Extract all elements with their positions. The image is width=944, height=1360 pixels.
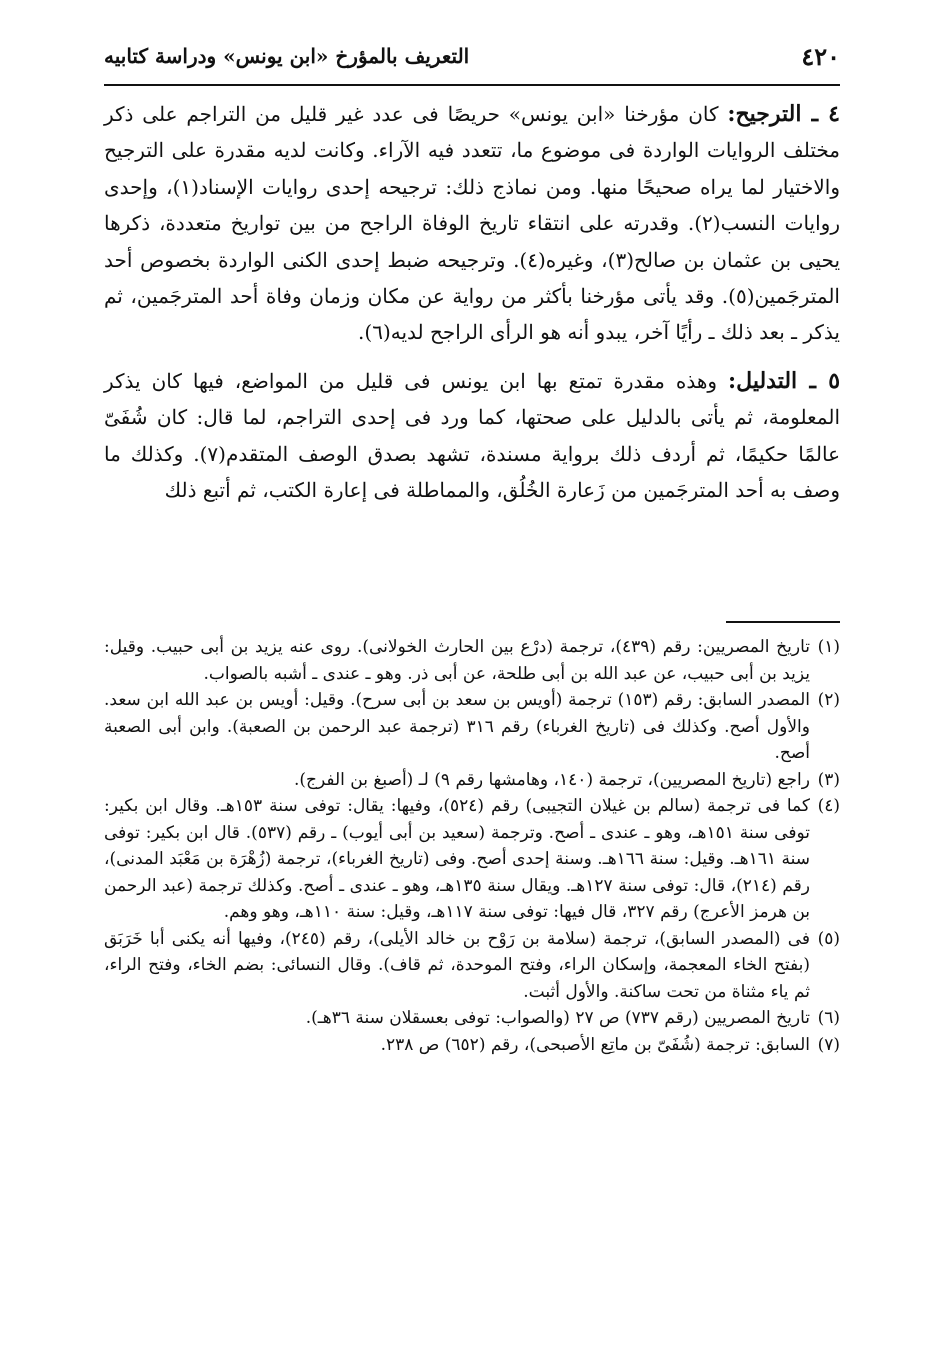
footnote-text: المصدر السابق: رقم (١٥٣) ترجمة (أويس بن سعد بن أبى سرح). وقيل: أويس بن عبد الله ابن سعد. والأول أصح. وكذلك فى (تاريخ الغرباء) رقم ٣١٦ (ترجمة عبد الرحمن بن الصعبة). وابن أبى الصعبة أصح.	[104, 690, 810, 763]
footnote-text: فى (المصدر السابق)، ترجمة (سلامة بن رَوْح بن خالد الأيلى)، رقم (٢٤٥)، وفيها أنه يكنى أبا خَرَبَق (بفتح الخاء المعجمة، وإسكان الراء، وفتح الموحدة، ثم قاف). وقال النسائى: بضم الخاء، وفتح الراء، ثم ياء مثناة من تحت ساكنة. والأول أثبت.	[104, 928, 810, 1002]
paragraph-tarjih	[104, 96, 840, 351]
footnote-text: تاريخ المصريين (رقم ٧٣٧) ص ٢٧ (والصواب: توفى بعسقلان سنة ٣٦هـ).	[305, 1008, 810, 1028]
footnote	[104, 926, 840, 1006]
footnote-number: (٤)	[817, 796, 840, 816]
footnotes	[104, 634, 840, 1058]
footnote	[104, 767, 840, 794]
footnote	[104, 1005, 840, 1032]
paragraph-text: كان مؤرخنا «ابن يونس» حريصًا فى عدد غير قليل من التراجم على ذكر مختلف الروايات الواردة فى موضوع ما، تتعدد فيه الآراء. وكانت لديه مقدرة على الترجيح والاختيار لما يراه صحيحًا منها. ومن نماذج ذلك: ترجيحه إحدى روايات الإسناد(١)، وإحدى روايات النسب(٢). وقدرته على انتقاء تاريخ الوفاة الراجح من بين تواريخ متعددة، ذكرها يحيى بن عثمان بن صالح(٣)، وغيره(٤). وترجيحه ضبط إحدى الكنى الواردة بخصوص أحد المترجَمين(٥). وقد يأتى مؤرخنا بأكثر من رواية عن مكان وزمان وفاة أحد المترجَمين، ثم يذكر ـ بعد ذلك ـ رأيًا آخر، يبدو أنه هو الرأى الراجح لديه(٦).	[104, 102, 841, 345]
footnote-number: (٧)	[817, 1034, 840, 1055]
header-rule	[104, 84, 840, 86]
footnote	[104, 793, 840, 926]
footnote-text: راجع (تاريخ المصريين)، ترجمة (١٤٠، وهامشها رقم ٩) لـ (أصبغ بن الفرج).	[293, 769, 810, 790]
footnote-number: (١)	[817, 637, 841, 657]
paragraph-heading: ٤ ـ الترجيح:	[727, 101, 840, 127]
paragraph-heading: ٥ ـ التدليل:	[728, 367, 841, 394]
paragraph-text: وهذه مقدرة تمتع بها ابن يونس فى قليل من المواضع، فيها كان يذكر المعلومة، ثم يأتى بالدليل على صحتها، كما ورد فى إحدى التراجم، لما قال: كان شُفَىّ عالمًا حكيمًا، ثم أردف ذلك برواية مسندة، تشهد بصدق الوصف المتقدم(٧). وكذلك ما وصف به أحد المترجَمين من زَعارة الخُلُق، والمماطلة فى إعارة الكتب، ثم أتبع ذلك	[104, 368, 840, 503]
footnote	[104, 687, 840, 767]
page-number: ٤٢٠	[801, 42, 840, 71]
page-header	[104, 40, 840, 80]
footnote-number: (٥)	[817, 928, 840, 949]
running-title: التعريف بالمؤرخ «ابن يونس» ودراسة كتابيه	[104, 44, 470, 68]
footnote-number: (٦)	[817, 1008, 840, 1028]
footnote-rule	[726, 621, 840, 623]
main-text	[104, 96, 840, 520]
paragraph-tadlil	[104, 363, 840, 509]
footnote-number: (٢)	[817, 690, 840, 710]
footnote-number: (٣)	[817, 769, 840, 790]
footnote-text: كما فى ترجمة (سالم بن غيلان التجيبى) رقم (٥٢٤)، وفيها: يقال: توفى سنة ١٥٣هـ. وقال ابن بكير: توفى سنة ١٥١هـ، وهو ـ عندى ـ أصح. وترجمة (سعيد بن أبى أيوب) ـ رقم (٥٣٧). قال ابن بكير: توفى سنة ١٦١هـ. وقيل: سنة ١٦٦هـ. وسنة إحدى أصح. وفى (تاريخ الغرباء)، ترجمة (زُهْرَة بن مَعْبَد المدنى)، رقم (٢١٤)، قال: توفى سنة ١٢٧هـ. ويقال سنة ١٣٥هـ، وهو ـ عندى ـ أصح. وكذلك ترجمة (عبد الرحمن بن هرمز الأعرج) رقم ٣٢٧، قال فيها: توفى سنة ١١٧هـ، وقيل: سنة ١١٠هـ، وهو وهم.	[104, 796, 811, 922]
footnote-text: تاريخ المصريين: رقم (٤٣٩)، ترجمة (درْع بين الحارث الخولانى). روى عنه يزيد بن أبى حبيب. وقيل: يزيد بن أبى حبيب، عن عبد الله بن أبى طلحة، عن أبى ذر. وهو ـ عندى ـ أشبه بالصواب.	[104, 637, 811, 684]
footnote-text: السابق: ترجمة (شُفَىّ بن ماتِع الأصبحى)، رقم (٦٥٢) ص ٢٣٨.	[380, 1034, 810, 1055]
footnote	[104, 634, 840, 687]
footnote	[104, 1032, 840, 1059]
